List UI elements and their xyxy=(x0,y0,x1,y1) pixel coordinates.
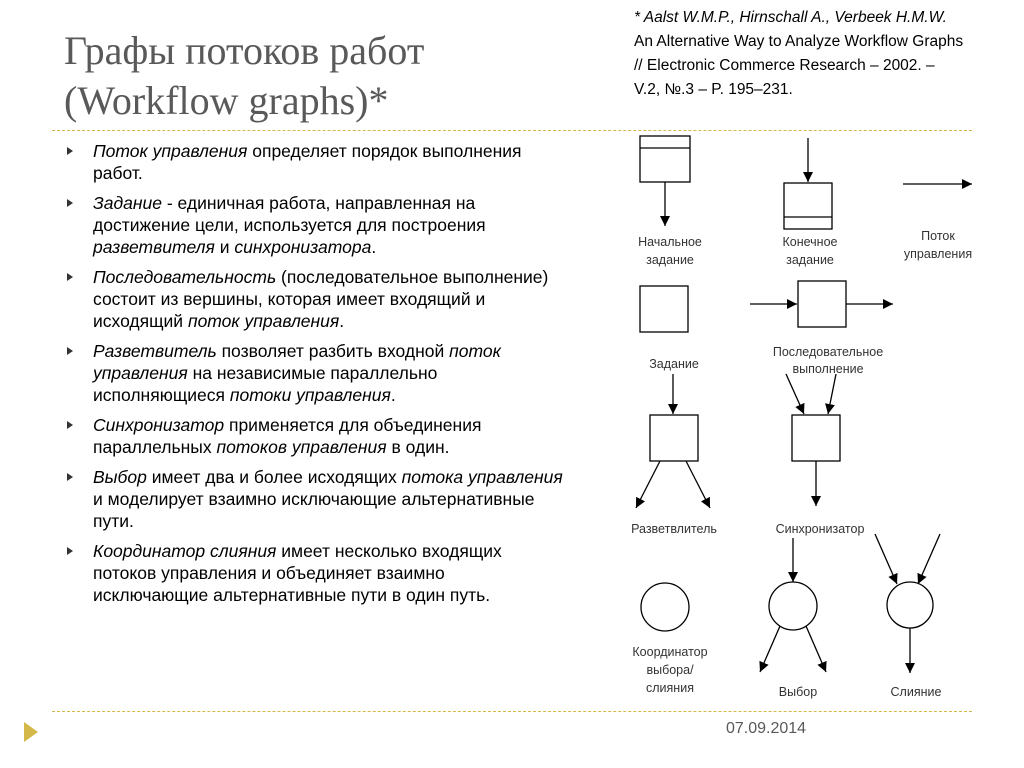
coordinator-shape xyxy=(641,583,689,631)
reference-text: An Alternative Way to Analyze Workflow Graphs // Electronic Commerce Research – 2002. – V.2, №.3 – P. 195–231. xyxy=(634,33,964,98)
label-start-task-1: Начальное xyxy=(638,235,702,249)
bullet-text: . xyxy=(390,385,396,405)
label-task: Задание xyxy=(649,357,699,371)
label-control-flow-2: управления xyxy=(903,247,973,261)
bullet-item xyxy=(64,414,564,458)
label-control-flow-1: Поток xyxy=(921,229,955,243)
page-title-line-1: Графы потоков работ xyxy=(64,28,425,73)
bullet-term: Последовательность xyxy=(93,267,277,287)
bullet-item xyxy=(64,340,564,406)
bullet-text: определяет порядок выполнения работ. xyxy=(93,141,522,183)
label-end-task-1: Конечное xyxy=(782,235,838,249)
label-sequence-2: выполнение xyxy=(792,362,864,376)
bullet-text: - единичная работа, направленная на достижение цели, используется для построения xyxy=(93,193,486,235)
bullet-text: и моделирует взаимно исключающие альтернативные пути. xyxy=(93,489,535,531)
label-merge: Слияние xyxy=(890,685,942,699)
bottom-divider xyxy=(52,711,972,712)
label-coordinator-1: Координатор xyxy=(632,645,708,659)
bullet-term: Поток управления xyxy=(93,141,248,161)
bullet-term: Выбор xyxy=(93,467,147,487)
bullet-text: имеет несколько входящих потоков управления и объединяет взаимно исключающие альтернативные пути в один путь. xyxy=(93,541,502,605)
label-end-task-2: задание xyxy=(786,253,834,267)
slide-date: 07.09.2014 xyxy=(726,720,807,737)
label-choice: Выбор xyxy=(778,685,818,699)
splitter-shape xyxy=(636,374,710,508)
bullet-list xyxy=(64,140,564,614)
label-sequence-1: Последовательное xyxy=(772,345,884,359)
bullet-text: . xyxy=(339,311,345,331)
bullet-text: имеет два и более исходящих xyxy=(146,467,402,487)
end-task-shape xyxy=(784,138,832,229)
synchronizer-shape xyxy=(786,374,840,506)
bullet-item xyxy=(64,140,564,184)
bullet-text: в один. xyxy=(386,437,450,457)
label-splitter: Разветвлитель xyxy=(631,522,717,536)
bullet-term: Координатор слияния xyxy=(93,541,277,561)
bullet-term: потоков управления xyxy=(216,437,387,457)
start-task-shape xyxy=(640,136,690,226)
workflow-diagram xyxy=(600,128,990,702)
bullet-term: потоки управления xyxy=(229,385,391,405)
bullet-term: разветвителя xyxy=(93,237,215,257)
bullet-term: Синхронизатор xyxy=(93,415,225,435)
bullet-item xyxy=(64,466,564,532)
page-title-line-2: (Workflow graphs)* xyxy=(64,78,389,123)
choice-shape xyxy=(760,538,826,672)
bullet-item xyxy=(64,192,564,258)
bullet-text: и xyxy=(214,237,235,257)
label-coordinator-3: слияния xyxy=(646,681,694,695)
bullet-term: поток управления xyxy=(93,341,501,383)
bullet-term: потока управления xyxy=(401,467,563,487)
bullet-item xyxy=(64,540,564,606)
bullet-term: поток управления xyxy=(187,311,340,331)
bullet-text: применяется для объединения параллельных xyxy=(93,415,482,457)
bullet-text: позволяет разбить входной xyxy=(216,341,450,361)
sequence-shape xyxy=(750,281,893,327)
page-title xyxy=(64,26,624,126)
reference-authors: * Aalst W.M.P., Hirnschall A., Verbeek H.M.W. xyxy=(634,9,947,26)
bullet-term: Задание xyxy=(93,193,162,213)
bullet-text: (последовательное выполнение) состоит из вершины, которая имеет входящий и исходящий xyxy=(93,267,549,331)
play-arrow-icon[interactable] xyxy=(24,722,38,742)
reference-note xyxy=(634,6,964,102)
label-start-task-2: задание xyxy=(646,253,694,267)
label-coordinator-2: выбора/ xyxy=(646,663,694,677)
label-synchronizer: Синхронизатор xyxy=(775,522,865,536)
bullet-text: . xyxy=(371,237,377,257)
merge-shape xyxy=(875,534,940,673)
bullet-term: синхронизатора xyxy=(234,237,372,257)
task-shape xyxy=(640,286,688,332)
bullet-text: на независимые параллельно исполняющиеся xyxy=(93,363,438,405)
bullet-item xyxy=(64,266,564,332)
bullet-term: Разветвитель xyxy=(93,341,217,361)
